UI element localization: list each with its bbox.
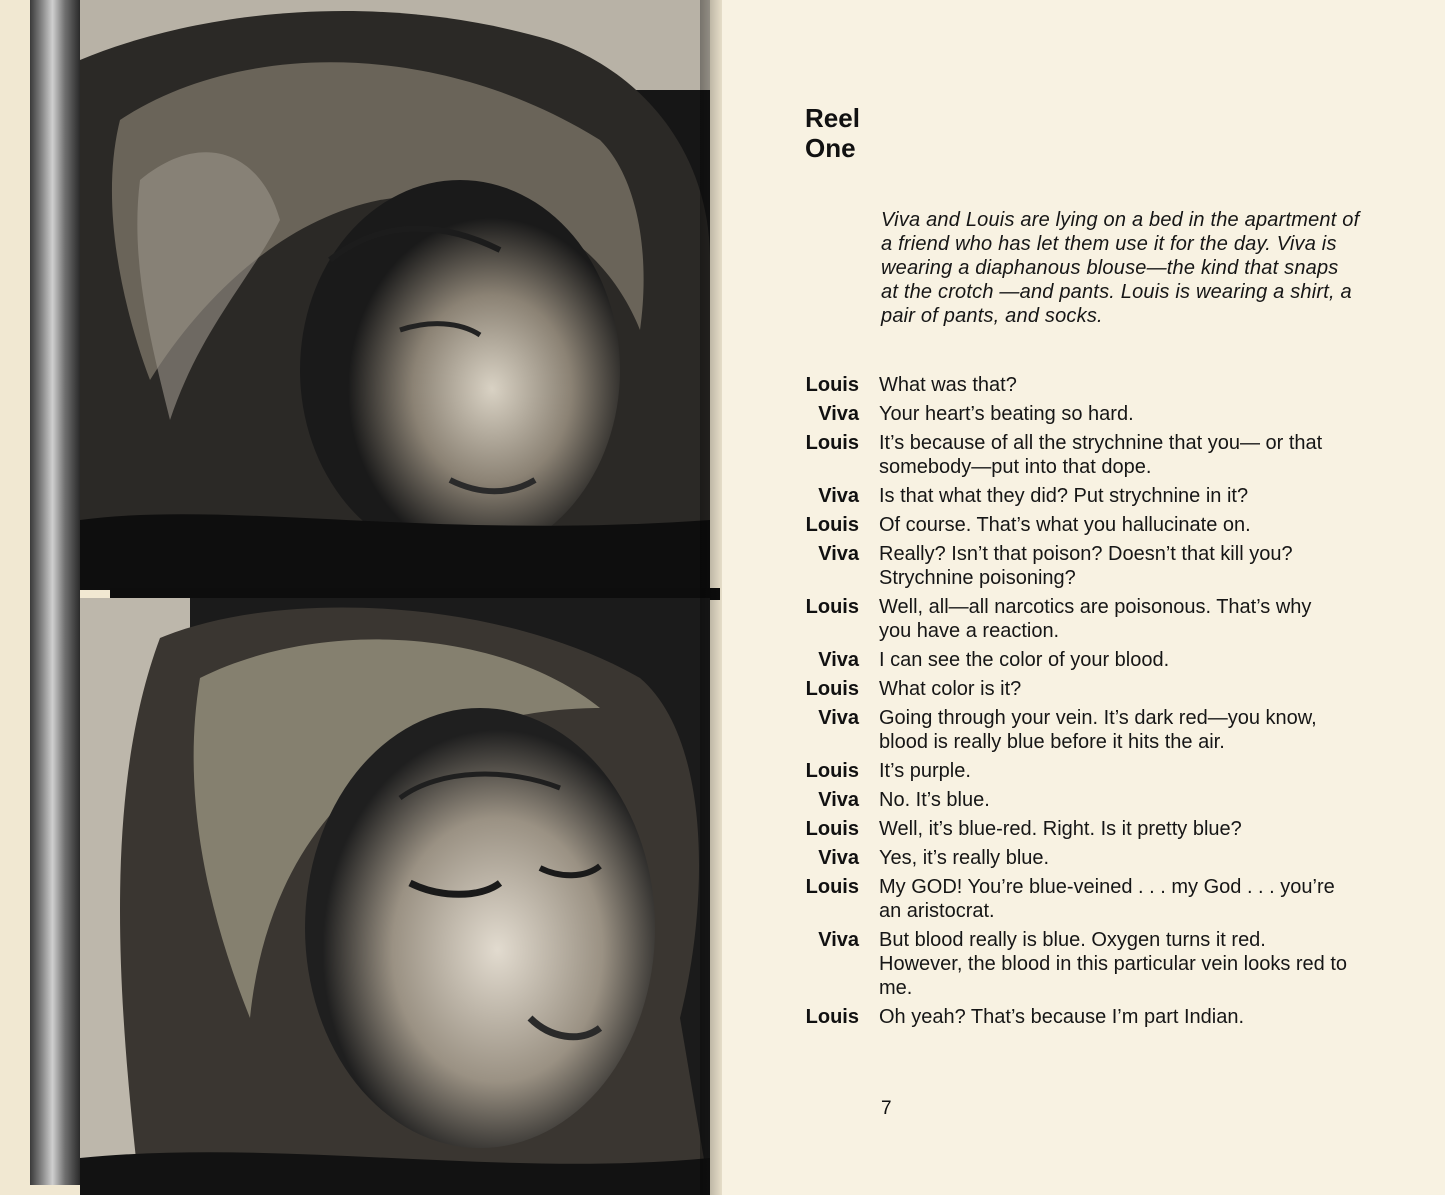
dialogue-line xyxy=(792,759,1402,783)
dialogue-line xyxy=(792,706,1402,754)
dialogue-line xyxy=(792,648,1402,672)
dialogue-text: It’s because of all the strychnine that you— or that somebody—put into that dope. xyxy=(879,432,1323,478)
page-number: 7 xyxy=(881,1098,892,1119)
dialogue-line xyxy=(792,928,1402,1000)
right-page xyxy=(722,0,1445,1195)
dialogue-text: Yes, it’s really blue. xyxy=(879,847,1050,869)
dialogue-text: Really? Isn’t that poison? Doesn’t that kill you? Strychnine poisoning? xyxy=(879,543,1293,589)
left-page xyxy=(0,0,722,1195)
speaker-name: Viva xyxy=(818,789,859,811)
dialogue-text: No. It’s blue. xyxy=(879,789,990,811)
dialogue-line xyxy=(792,1005,1402,1029)
speaker-name: Louis xyxy=(805,818,859,840)
speaker-name: Louis xyxy=(805,596,859,618)
dialogue-text: What color is it? xyxy=(879,678,1022,700)
stage-direction: Viva and Louis are lying on a bed in the apartment of a friend who has let them use it for the day. Viva is wearing a diaphanous blouse—the kind that snaps at the crotch —and pants. Louis is wearing a shirt, a pair of pants, and socks. xyxy=(881,209,1360,327)
speaker-name: Louis xyxy=(805,374,859,396)
speaker-name: Viva xyxy=(818,485,859,507)
dialogue-text: Your heart’s beating so hard. xyxy=(879,403,1134,425)
dialogue-line xyxy=(792,846,1402,870)
speaker-name: Louis xyxy=(805,1006,859,1028)
dialogue-text: Well, all—all narcotics are poisonous. That’s why you have a reaction. xyxy=(879,596,1312,642)
dialogue-text: Of course. That’s what you hallucinate on. xyxy=(879,514,1251,536)
dialogue-line xyxy=(792,431,1402,479)
photo-woman-eyes-closed xyxy=(80,598,710,1195)
photo-bottom xyxy=(80,598,710,1195)
dialogue-line xyxy=(792,595,1402,643)
speaker-name: Viva xyxy=(818,543,859,565)
dialogue-line xyxy=(792,788,1402,812)
speaker-name: Louis xyxy=(805,432,859,454)
dialogue-line xyxy=(792,542,1402,590)
speaker-name: Viva xyxy=(818,707,859,729)
photo-top xyxy=(80,0,710,590)
dialogue-line xyxy=(792,875,1402,923)
reel-title-line-2: One xyxy=(805,133,856,163)
dialogue-text: What was that? xyxy=(879,374,1017,396)
dialogue-text: Well, it’s blue-red. Right. Is it pretty blue? xyxy=(879,818,1242,840)
page-edge xyxy=(30,0,80,1185)
speaker-name: Viva xyxy=(818,929,859,951)
speaker-name: Louis xyxy=(805,678,859,700)
dialogue-text: I can see the color of your blood. xyxy=(879,649,1170,671)
dialogue-line xyxy=(792,402,1402,426)
dialogue-text: Is that what they did? Put strychnine in it? xyxy=(879,485,1249,507)
dialogue-text: It’s purple. xyxy=(879,760,971,782)
dialogue-line xyxy=(792,373,1402,397)
dialogue-line xyxy=(792,513,1402,537)
speaker-name: Viva xyxy=(818,649,859,671)
dialogue-line xyxy=(792,677,1402,701)
dialogue-line xyxy=(792,484,1402,508)
dialogue-text: Oh yeah? That’s because I’m part Indian. xyxy=(879,1006,1245,1028)
speaker-name: Louis xyxy=(805,760,859,782)
reel-title-line-1: Reel xyxy=(805,103,860,133)
dialogue-text: My GOD! You’re blue-veined . . . my God . . . you’re an aristocrat. xyxy=(879,876,1335,922)
reel-title xyxy=(805,103,860,163)
dialogue xyxy=(792,373,1402,1034)
dialogue-text: But blood really is blue. Oxygen turns it red. However, the blood in this particular vein looks red to me. xyxy=(879,929,1348,999)
speaker-name: Viva xyxy=(818,403,859,425)
dialogue-text: Going through your vein. It’s dark red—you know, blood is really blue before it hits the air. xyxy=(879,707,1317,753)
photo-woman-resting-head xyxy=(80,0,710,590)
speaker-name: Viva xyxy=(818,847,859,869)
speaker-name: Louis xyxy=(805,876,859,898)
dialogue-line xyxy=(792,817,1402,841)
speaker-name: Louis xyxy=(805,514,859,536)
